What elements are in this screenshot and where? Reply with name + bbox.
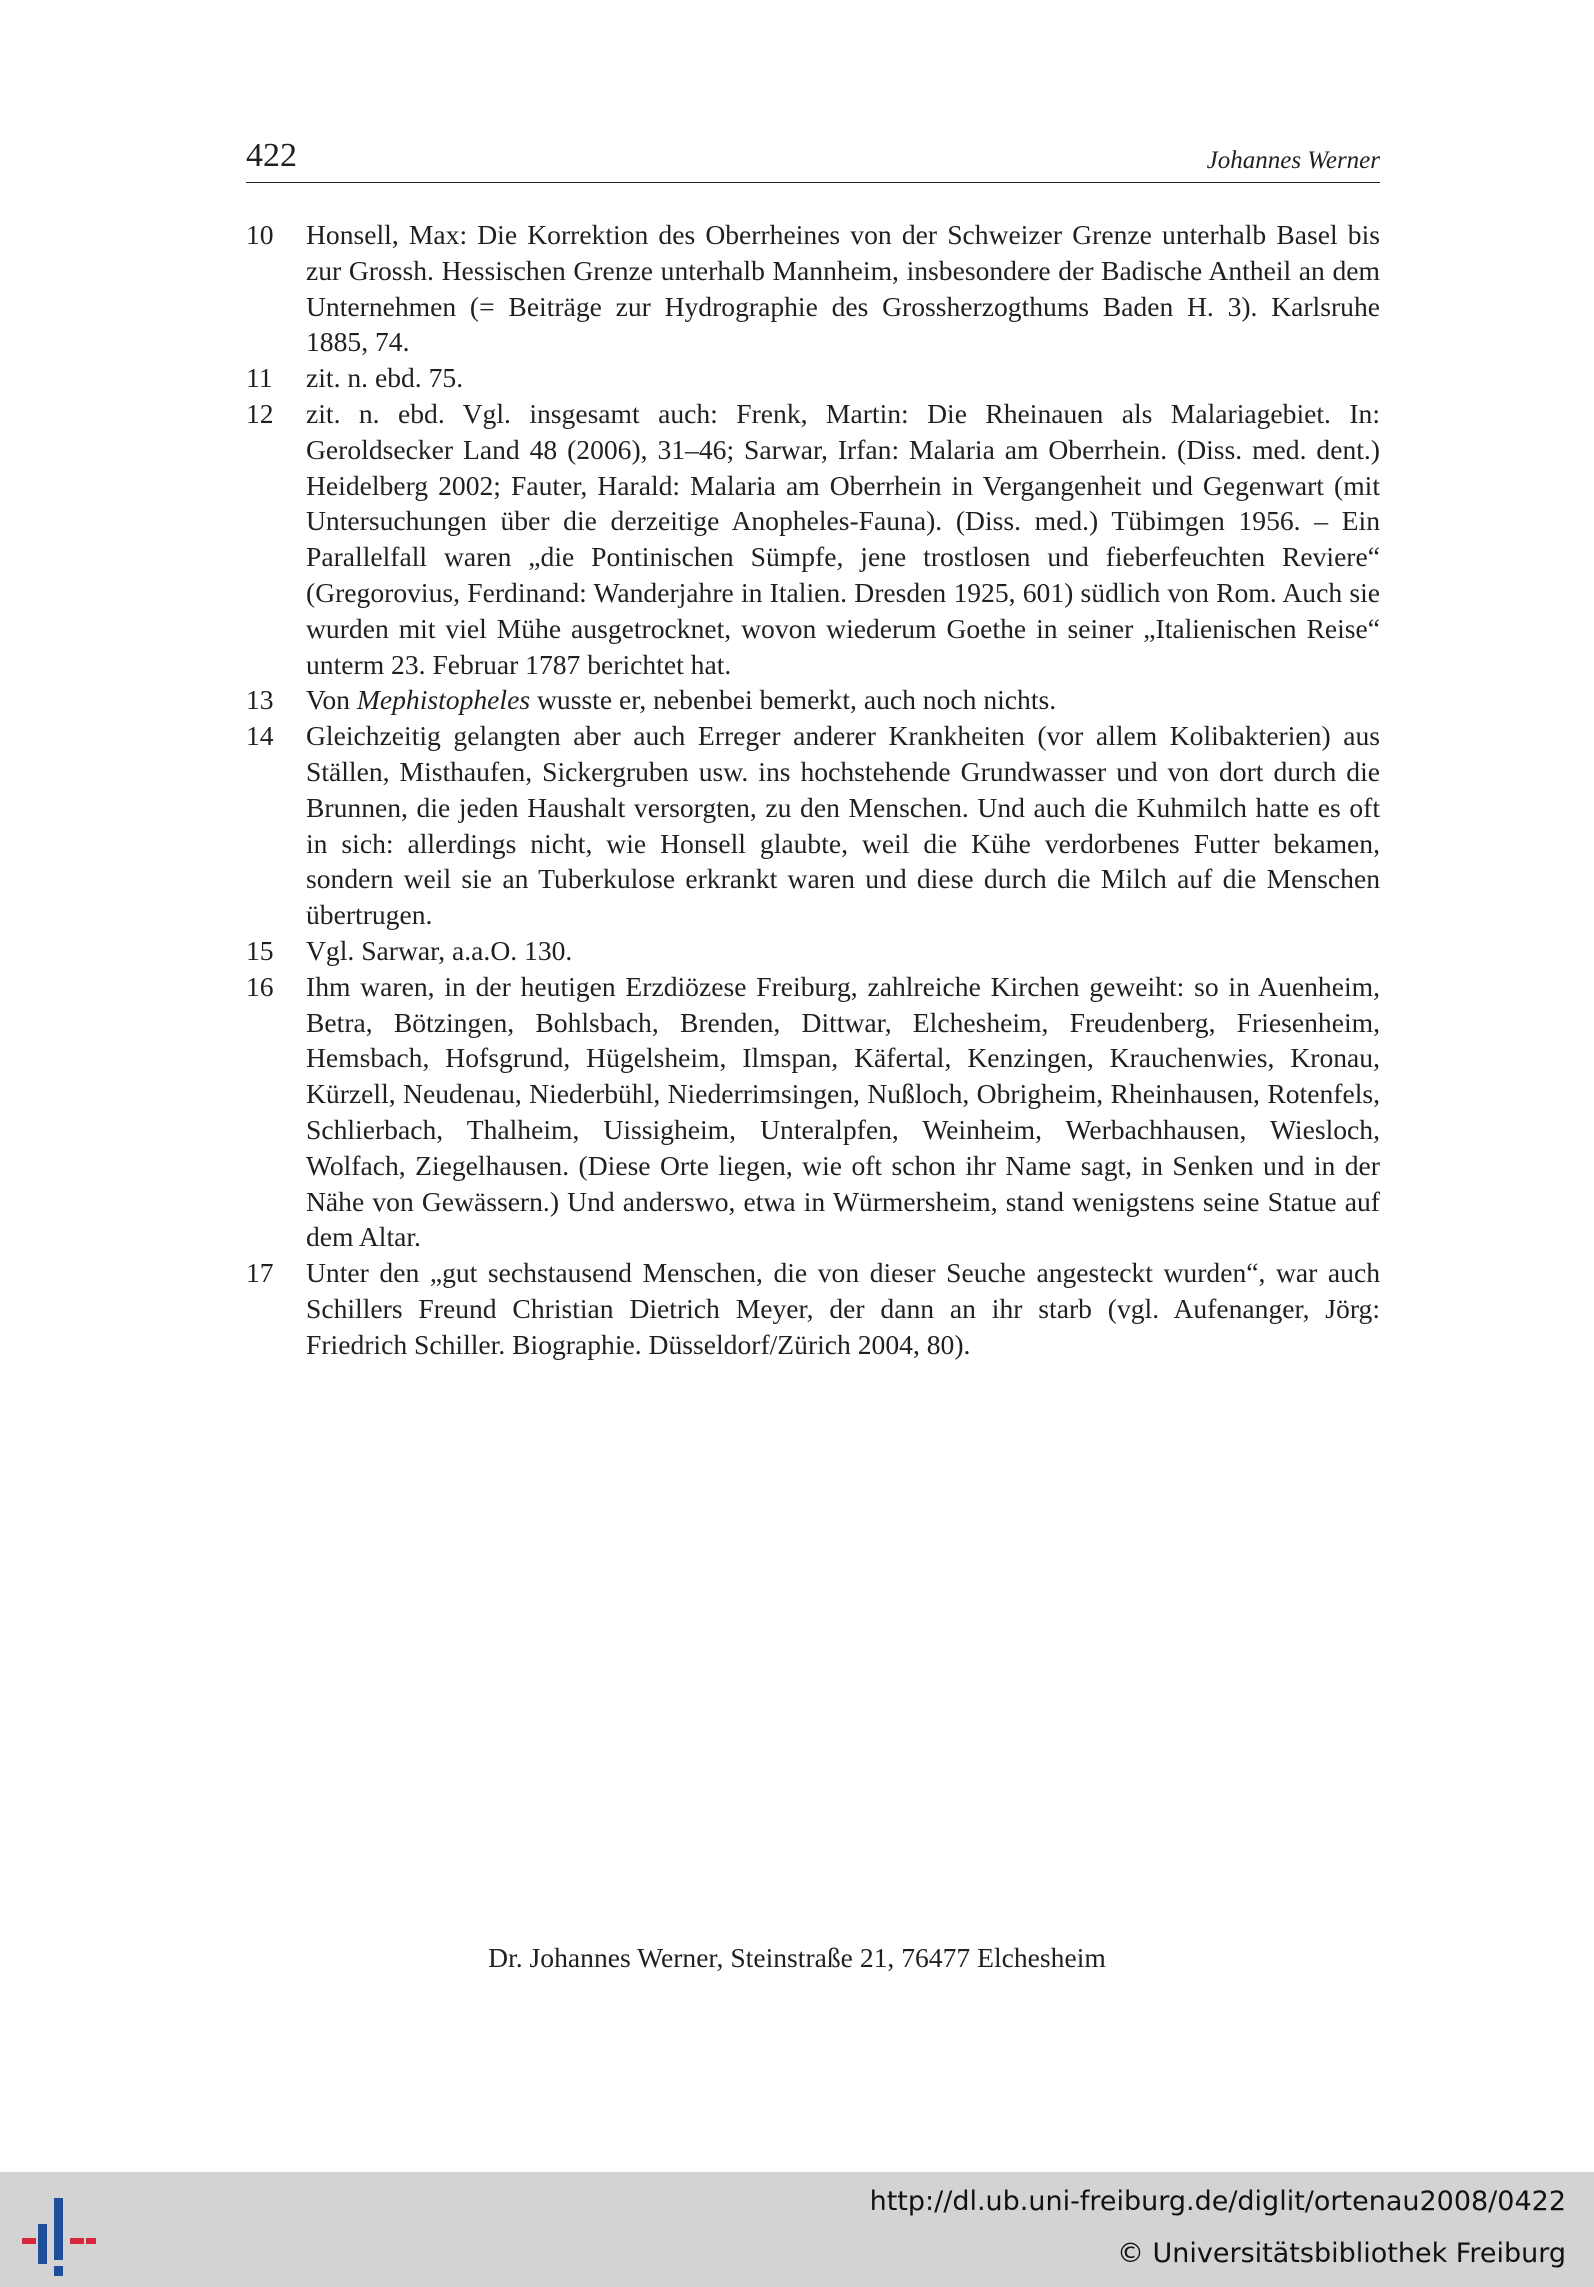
footnote-text: zit. n. ebd. Vgl. insgesamt auch: Frenk, Martin: Die Rheinauen als Malariagebiet. In: Geroldsecker Land 48 (2006), 31–46; Sarwar, Irfan: Malaria am Oberrhein. (Diss. med. dent.) Heidelberg 2002; Fauter, Harald: Malaria am Oberrhein in Vergangenheit und Gegenwart (mit Untersuchungen über die derzeitige Anopheles-Fauna). (Diss. med.) Tübimgen 1956. – Ein Parallelfall waren „die Pontinischen Sümpfe, jene trostlosen und fieberfeuchten Reviere“ (Gregorovius, Ferdinand: Wanderjahre in Italien. Dresden 1925, 601) südlich von Rom. Auch sie wurden mit viel Mühe ausgetrocknet, wovon wiederum Goethe in seiner „Italienischen Reise“ unterm 23. Februar 1787 berichtet hat. (306, 397, 1380, 680)
footnote-11 (246, 360, 1380, 396)
footnote-12 (246, 396, 1380, 682)
footnote-text: Vgl. Sarwar, a.a.O. 130. (306, 934, 573, 966)
running-head: Johannes Werner (1206, 147, 1380, 174)
footnote-number: 16 (246, 970, 274, 1002)
footnote-text: zit. n. ebd. 75. (306, 362, 464, 394)
footnote-text (306, 682, 1380, 718)
footnote-text: Ihm waren, in der heutigen Erzdiözese Freiburg, zahlreiche Kirchen geweiht: so in Auenheim, Betra, Bötzingen, Bohlsbach, Brenden, Dittwar, Elchesheim, Freudenberg, Friesenheim, Hemsbach, Hofsgrund, Hügelsheim, Ilmspan, Käfertal, Kenzingen, Krauchenwies, Kronau, Kürzell, Neudenau, Niederbühl, Niederrimsingen, Nußloch, Obrigheim, Rheinhausen, Rotenfels, Schlierbach, Thalheim, Uissigheim, Unteralpfen, Weinheim, Werbachhausen, Wiesloch, Wolfach, Ziegelhausen. (Diese Orte liegen, wie oft schon ihr Name sagt, in Senken und in der Nähe von Gewässern.) Und anderswo, etwa in Würmersheim, stand wenigstens seine Statue auf dem Altar. (306, 970, 1380, 1253)
header-rule (246, 182, 1380, 183)
footnote-text: Honsell, Max: Die Korrektion des Oberrheines von der Schweizer Grenze unterhalb Basel bis zur Grossh. Hessischen Grenze unterhalb Mannheim, insbesondere der Badische Antheil an dem Unternehmen (= Beiträge zur Hydrographie des Grossherzogthums Baden H. 3). Karlsruhe 1885, 74. (306, 219, 1380, 358)
footnote-number: 17 (246, 1257, 274, 1289)
footnote-italic-title: Mephistopheles (356, 684, 531, 716)
footnotes (246, 217, 1380, 1363)
footnote-16 (246, 969, 1380, 1255)
footnote-number: 10 (246, 219, 274, 250)
author-address: Dr. Johannes Werner, Steinstraße 21, 76477 Elchesheim (488, 1942, 1106, 1973)
footnote-number: 14 (246, 720, 274, 752)
footnote-10 (246, 217, 1380, 360)
footnote-text-part: wusste er, nebenbei bemerkt, auch noch nichts. (530, 684, 1057, 716)
source-url-link[interactable]: http://dl.ub.uni-freiburg.de/diglit/ortenau2008/0422 (869, 2186, 1566, 2217)
footnote-15 (246, 933, 1380, 969)
ub-freiburg-logo-icon (16, 2194, 102, 2280)
footnote-number: 13 (246, 684, 274, 716)
footnote-text-part: Von (306, 684, 357, 716)
footnote-17 (246, 1255, 1380, 1362)
footnote-number: 12 (246, 397, 274, 429)
copyright-text: © Universitätsbibliothek Freiburg (1116, 2238, 1566, 2269)
page-number: 422 (246, 137, 297, 174)
footnote-14 (246, 718, 1380, 933)
footer-bar (0, 2172, 1594, 2287)
footnote-text: Gleichzeitig gelangten aber auch Erreger anderer Krankheiten (vor allem Kolibakterien) aus Ställen, Misthaufen, Sickergruben usw. ins hochstehende Grundwasser und von dort durch die Brunnen, die jeden Haushalt versorgten, zu den Menschen. Und auch die Kuhmilch hatte es oft in sich: allerdings nicht, wie Honsell glaubte, weil die Kühe verdorbenes Futter bekamen, sondern weil sie an Tuberkulose erkrankt waren und diese durch die Milch auf die Menschen übertrugen. (306, 720, 1380, 931)
footnote-number: 15 (246, 934, 274, 966)
footnote-number: 11 (246, 362, 273, 394)
footnote-13 (246, 682, 1380, 718)
footnote-text: Unter den „gut sechstausend Menschen, die von dieser Seuche angesteckt wurden“, war auch Schillers Freund Christian Dietrich Meyer, der dann an ihr starb (vgl. Aufenanger, Jörg: Friedrich Schiller. Biographie. Düsseldorf/Zürich 2004, 80). (306, 1257, 1380, 1360)
